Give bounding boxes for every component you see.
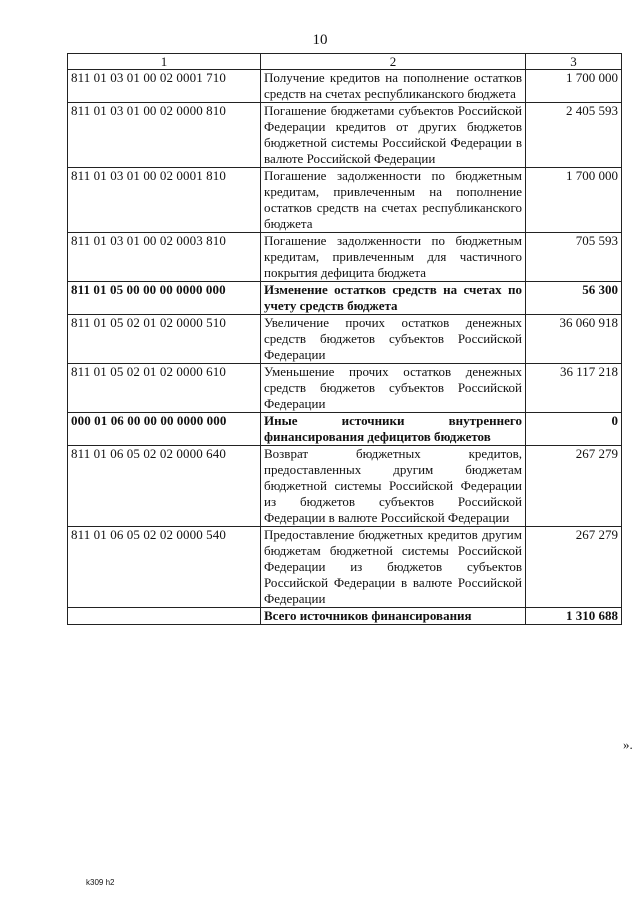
total-amount: 1 310 688 bbox=[526, 608, 622, 625]
row-code: 811 01 06 05 02 02 0000 540 bbox=[68, 527, 261, 608]
row-description: Погашение задолженности по бюджетным кредитам, привлеченным на пополнение остатков средств на счетах республиканского бюджета bbox=[261, 168, 526, 233]
row-code: 000 01 06 00 00 00 0000 000 bbox=[68, 413, 261, 446]
row-amount: 2 405 593 bbox=[526, 103, 622, 168]
row-code: 811 01 03 01 00 02 0000 810 bbox=[68, 103, 261, 168]
table-row bbox=[68, 233, 622, 282]
row-amount: 1 700 000 bbox=[526, 168, 622, 233]
row-code: 811 01 03 01 00 02 0003 810 bbox=[68, 233, 261, 282]
total-row bbox=[68, 608, 622, 625]
row-description: Увеличение прочих остатков денежных средств бюджетов субъектов Российской Федерации bbox=[261, 315, 526, 364]
table-row bbox=[68, 282, 622, 315]
header-col-2: 2 bbox=[261, 54, 526, 70]
row-amount: 267 279 bbox=[526, 446, 622, 527]
closing-quote-mark: ». bbox=[623, 737, 633, 752]
row-amount: 36 060 918 bbox=[526, 315, 622, 364]
total-label: Всего источников финансирования bbox=[261, 608, 526, 625]
footer-code: k309 h2 bbox=[86, 878, 115, 887]
row-description: Уменьшение прочих остатков денежных средств бюджетов субъектов Российской Федерации bbox=[261, 364, 526, 413]
table-header-row bbox=[68, 54, 622, 70]
page-number: 10 bbox=[312, 32, 328, 48]
row-amount: 267 279 bbox=[526, 527, 622, 608]
row-description: Получение кредитов на пополнение остатков средств на счетах республиканского бюджета bbox=[261, 70, 526, 103]
table-row bbox=[68, 103, 622, 168]
row-code: 811 01 05 02 01 02 0000 610 bbox=[68, 364, 261, 413]
budget-sources-table bbox=[67, 53, 622, 625]
table-row bbox=[68, 168, 622, 233]
row-amount: 0 bbox=[526, 413, 622, 446]
row-description: Иные источники внутреннего финансирования дефицитов бюджетов bbox=[261, 413, 526, 446]
header-col-1: 1 bbox=[68, 54, 261, 70]
row-code: 811 01 03 01 00 02 0001 810 bbox=[68, 168, 261, 233]
row-code: 811 01 03 01 00 02 0001 710 bbox=[68, 70, 261, 103]
row-amount: 36 117 218 bbox=[526, 364, 622, 413]
table-row bbox=[68, 70, 622, 103]
row-code: 811 01 06 05 02 02 0000 640 bbox=[68, 446, 261, 527]
row-description: Погашение бюджетами субъектов Российской Федерации кредитов от других бюджетов бюджетной системы Российской Федерации в валюте Российской Федерации bbox=[261, 103, 526, 168]
row-amount: 1 700 000 bbox=[526, 70, 622, 103]
header-col-3: 3 bbox=[526, 54, 622, 70]
table-row bbox=[68, 364, 622, 413]
table-row bbox=[68, 446, 622, 527]
row-description: Погашение задолженности по бюджетным кредитам, привлеченным для частичного покрытия дефицита бюджета bbox=[261, 233, 526, 282]
table-row bbox=[68, 413, 622, 446]
row-code: 811 01 05 00 00 00 0000 000 bbox=[68, 282, 261, 315]
row-description: Предоставление бюджетных кредитов другим бюджетам бюджетной системы Российской Федерации из бюджетов субъектов Российской Федерации в валюте Российской Федерации bbox=[261, 527, 526, 608]
row-amount: 56 300 bbox=[526, 282, 622, 315]
row-code: 811 01 05 02 01 02 0000 510 bbox=[68, 315, 261, 364]
table-body bbox=[68, 70, 622, 608]
total-code bbox=[68, 608, 261, 625]
row-description: Изменение остатков средств на счетах по учету средств бюджета bbox=[261, 282, 526, 315]
row-amount: 705 593 bbox=[526, 233, 622, 282]
table-row bbox=[68, 527, 622, 608]
table-row bbox=[68, 315, 622, 364]
row-description: Возврат бюджетных кредитов, предоставленных другим бюджетам бюджетной системы Российской Федерации из бюджетов субъектов Российской Федерации в валюте Российской Федерации bbox=[261, 446, 526, 527]
